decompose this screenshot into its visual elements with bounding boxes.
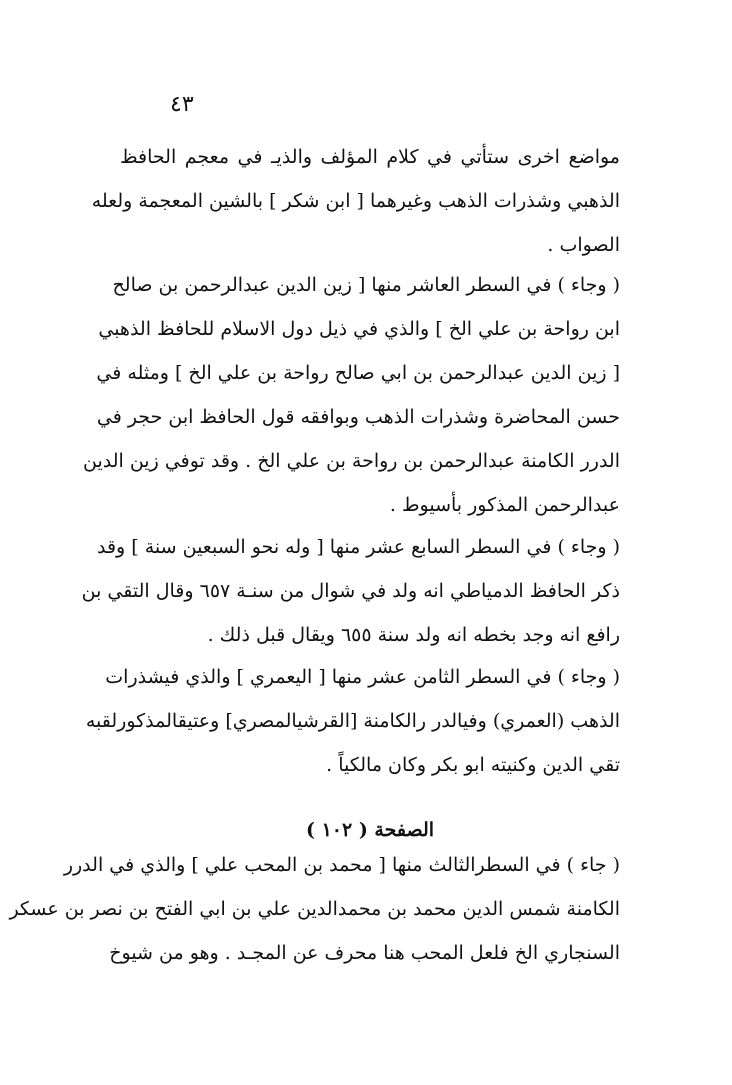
paragraph-line: عبدالرحمن المذكور بأسيوط . (389, 494, 620, 516)
section-paragraph (9, 843, 620, 975)
paragraph-1 (91, 135, 620, 267)
paragraph-line: حسن المحاضرة وشذرات الذهب وبوافقه قول الحافظ ابن حجر في (96, 406, 620, 428)
paragraph-3 (81, 525, 620, 657)
paragraph-line: السنجاري الخ فلعل المحب هنا محرف عن المجـد . وهو من شيوخ (109, 942, 620, 964)
paragraph-line: ( وجاء ) في السطر العاشر منها [ زين الدين عبدالرحمن بن صالح (112, 274, 620, 296)
paragraph-line: رافع انه وجد بخطه انه ولد سنة ٦٥٥ ويقال قبل ذلك . (207, 624, 620, 646)
paragraph-line: الكامنة شمس الدين محمد بن محمدالدين علي بن ابي الفتح بن نصر بن عسكر (9, 898, 620, 920)
paragraph-line: ابن رواحة بن علي الخ ] والذي في ذيل دول الاسلام للحافظ الذهبي (98, 318, 620, 340)
paragraph-line: الدرر الكامنة عبدالرحمن بن رواحة بن علي الخ . وقد توفي زين الدين (83, 450, 620, 472)
page-number: ٤٣ (170, 92, 194, 117)
paragraph-4 (85, 655, 620, 787)
paragraph-line: الذهب (العمري) وفيالدر رالكامنة [القرشيالمصري] وعتيقالمذكورلقبه (85, 710, 620, 732)
paragraph-line: ( وجاء ) في السطر السابع عشر منها [ وله نحو السبعين سنة ] وقد (97, 536, 620, 558)
paragraph-line: الذهبي وشذرات الذهب وغيرهما [ ابن شكر ] بالشين المعجمة ولعله (91, 190, 620, 212)
paragraph-line: ذكر الحافظ الدمياطي انه ولد في شوال من سنـة ٦٥٧ وقال التقي بن (81, 580, 620, 602)
section-heading: الصفحة ( ١٠٢ ) (305, 819, 435, 841)
paragraph-line: [ زين الدين عبدالرحمن بن ابي صالح رواحة بن علي الخ ] ومثله في (96, 362, 620, 384)
paragraph-2 (83, 263, 620, 527)
paragraph-line: الصواب . (547, 234, 620, 256)
paragraph-line: ( وجاء ) في السطر الثامن عشر منها [ اليعمري ] والذي فيشذرات (105, 666, 620, 688)
paragraph-line: تقي الدين وكنيته ابو بكر وكان مالكياً . (326, 754, 620, 776)
paragraph-line: ( جاء ) في السطرالثالث منها [ محمد بن المحب علي ] والذي في الدرر (63, 854, 620, 876)
paragraph-line: مواضع اخرى ستأتي في كلام المؤلف والذيـ في معجم الحافظ (120, 146, 620, 168)
